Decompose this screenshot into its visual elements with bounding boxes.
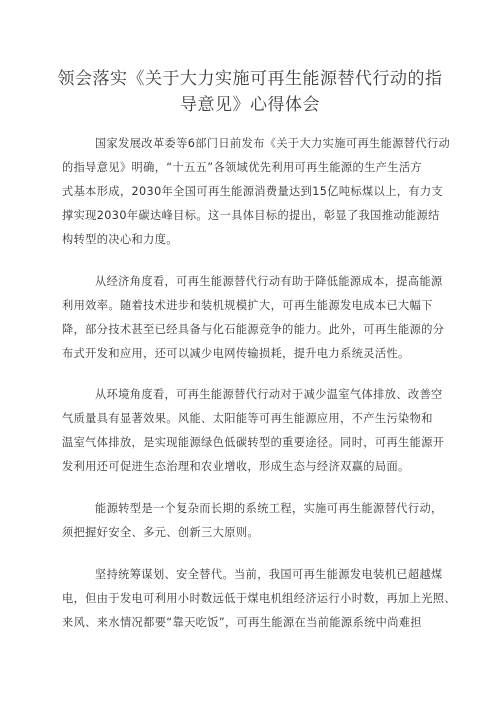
paragraph-line: 撑实现2030年碳达峰目标。这一具体目标的提出，彰显了我国推动能源结: [62, 209, 440, 222]
paragraph-line: 须把握好安全、多元、创新三大原则。: [62, 526, 259, 539]
paragraph-line: 降，部分技术甚至已经具备与化石能源竞争的能力。此外，可再生能源的分: [62, 323, 445, 336]
paragraph-line: 布式开发和应用，还可以减少电网传输损耗，提升电力系统灵活性。: [62, 347, 410, 360]
paragraph-line: 坚持统筹谋划、安全替代。当前，我国可再生能源发电装机已超越煤: [95, 568, 443, 581]
paragraph-line: 的指导意见》明确，“十五五”各领域优先利用可再生能源的生产生活方: [62, 161, 423, 174]
paragraph-line: 温室气体排放，是实现能源绿色低碳转型的重要途径。同时，可再生能源开: [62, 436, 445, 449]
paragraph-line: 利用效率。随着技术进步和装机规模扩大，可再生能源发电成本已大幅下: [62, 299, 433, 312]
paragraph-line: 发利用还可促进生态治理和农业增收，形成生态与经济双赢的局面。: [62, 460, 410, 473]
paragraph-line: 式基本形成，2030年全国可再生能源消费量达到15亿吨标煤以上，有力支: [62, 185, 444, 198]
paragraph-line: 能源转型是一个复杂而长期的系统工程，实施可再生能源替代行动，: [95, 502, 443, 515]
paragraph-line: 电，但由于发电可利用小时数远低于煤电机组经济运行小时数，再加上光照、: [62, 592, 456, 605]
document-title: [40, 66, 460, 118]
paragraph-line: 气质量具有显著效果。风能、太阳能等可再生能源应用，不产生污染物和: [62, 412, 433, 425]
paragraph-line: 构转型的决心和力度。: [62, 233, 178, 246]
paragraph-line: 从环境角度看，可再生能源替代行动对于减少温室气体排放、改善空: [95, 388, 443, 401]
paragraph-line: 国家发展改革委等6部门日前发布《关于大力实施可再生能源替代行动: [95, 137, 451, 150]
paragraph-line: 从经济角度看，可再生能源替代行动有助于降低能源成本，提高能源: [95, 275, 443, 288]
paragraph-line: 来风、来水情况都要“靠天吃饭”，可再生能源在当前能源系统中尚难担: [62, 616, 423, 629]
title-line-1: 领会落实《关于大力实施可再生能源替代行动的指: [57, 69, 443, 89]
title-line-2: 导意见》心得体会: [180, 95, 320, 115]
